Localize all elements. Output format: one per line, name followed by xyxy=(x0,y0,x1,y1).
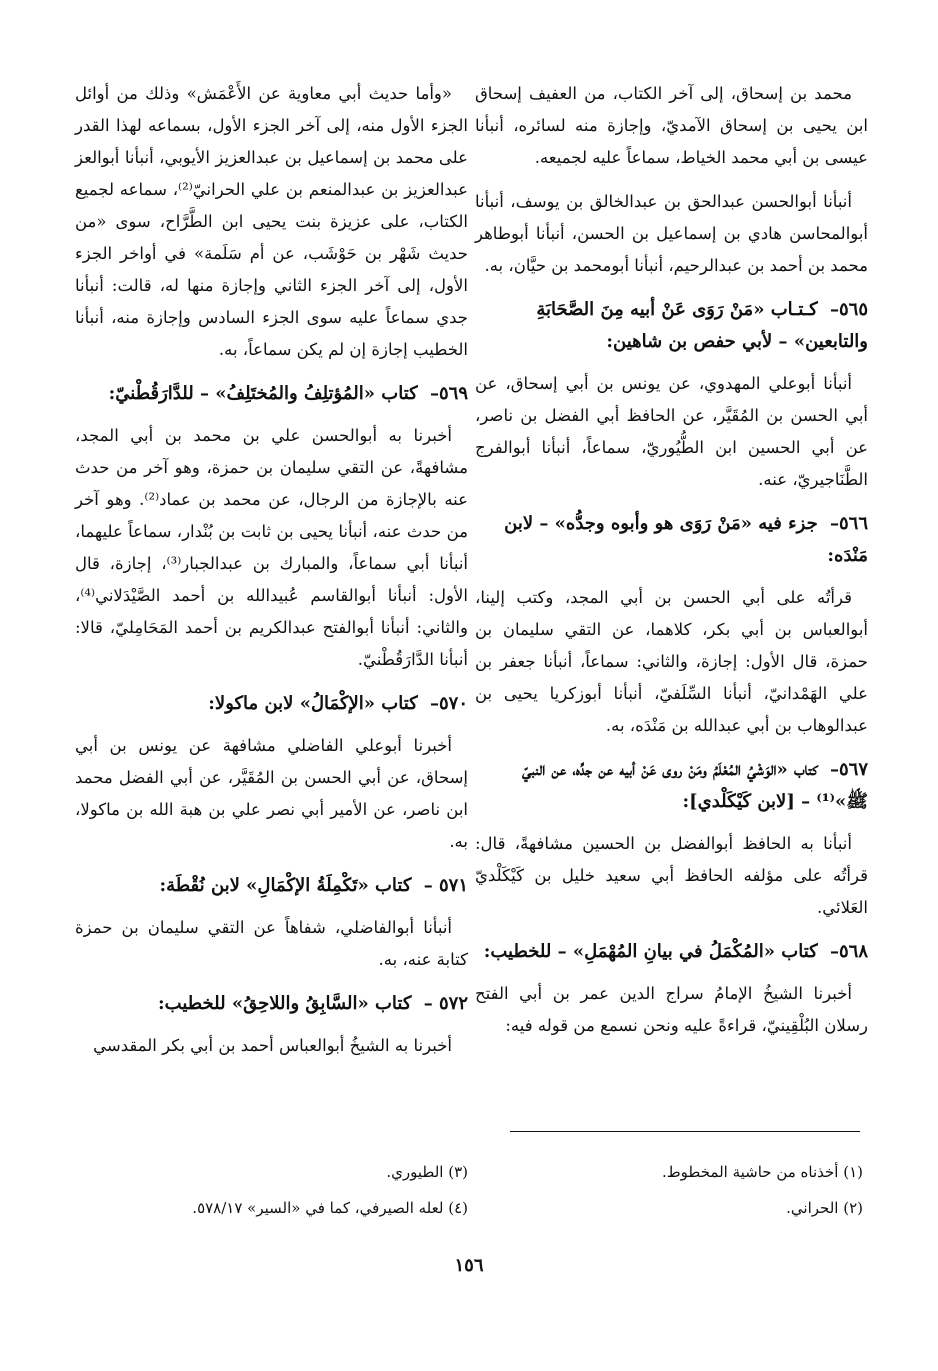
entry-number: ٥٦٩– xyxy=(429,383,468,404)
paragraph: أخبرنا به الشيخُ أبوالعباس أحمد بن أبي بكر المقدسي xyxy=(93,1036,452,1055)
entry-title: كتاب «الإكْمَالُ» لابن ماكولا: xyxy=(208,693,418,714)
footnote-divider xyxy=(510,1131,860,1132)
paragraph: «وأما حديث أبي معاوية عن الأَعْمَش» وذلك من أوائل الجزء الأول منه، إلى آخر الجزء الأول، بسماعه لهذا القدر على محمد بن إسماعيل بن عبدالعزيز الأيوبي، أنبأنا أبوالعز عبدالعزيز بن عبدالمنعم بن علي الحرانيّ⁽²⁾، سماعه لجميع الكتاب، على عزيزة بنت يحيى ابن الطَّرَّاح، سوى «من حديث شَهْر بن حَوْشَب، عن أم سَلَمة» في أواخر الجزء الأول، إلى آخر الجزء الثاني وإجازة منها له، قالت: أنبأنا جدي سماعاً عليه سوى الجزء السادس وإجازة منه، أنبأنا الخطيب إجازة إن لم يكن سماعاً، به. xyxy=(75,84,468,359)
entry-title: كتاب «تَكْمِلَةُ الإكْمَالِ» لابن نُقْطَة: xyxy=(159,875,412,896)
right-column xyxy=(475,78,868,1054)
entry-heading-572 xyxy=(75,988,468,1020)
entry-number: ٥٧١ – xyxy=(423,875,468,896)
entry-number: ٥٧٠– xyxy=(429,693,468,714)
entry-number: ٥٦٧– xyxy=(829,759,868,780)
entry-number: ٥٦٨– xyxy=(829,941,868,962)
entry-heading-565 xyxy=(475,294,868,358)
entry-title: جزء فيه «مَنْ رَوَى هو وأبوه وجدُّه» – لابن مَنْدَه: xyxy=(504,513,868,566)
entry-heading-567 xyxy=(475,754,868,818)
paragraph: أنبأنا أبوالفاضلي، شفاهاً عن التقي سليمان بن حمزة كتابة عنه، به. xyxy=(75,918,468,969)
paragraph: محمد بن إسحاق، إلى آخر الكتاب، من العفيف إسحاق ابن يحيى بن إسحاق الآمديّ، وإجازة منه لسائره، أنبأنا عيسى بن أبي محمد الخياط، سماعاً عليه لجميعه. xyxy=(475,84,868,167)
entry-number: ٥٦٥– xyxy=(829,299,868,320)
paragraph: قرأتُه على أبي الحسن بن أبي المجد، وكتب إلينا، أبوالعباس بن أبي بكر، كلاهما، عن التقي سليمان بن حمزة، قال الأول: إجازة، والثاني: سماعاً، أنبأنا جعفر بن علي الهَمْدانيّ، أنبأنا السِّلَفيّ، أنبأنا أبوزكريا يحيى بن عبدالوهاب بن أبي عبدالله بن مَنْدَه، به. xyxy=(475,588,868,735)
footnotes-left xyxy=(75,1154,468,1226)
entry-number: ٥٧٢ – xyxy=(423,993,468,1014)
entry-heading-566 xyxy=(475,508,868,572)
entry-title: كتاب «السَّابِقُ واللاحِقُ» للخطيب: xyxy=(158,993,412,1014)
paragraph: أنبأنا أبوعلي المهدوي، عن يونس بن أبي إسحاق، عن أبي الحسن بن المُقَيَّر، عن الحافظ أبي الفضل بن ناصر، عن أبي الحسين ابن الطُّيُوريّ، سماعاً، أنبأنا أبوالفرج الطَّنَاجيريّ، عنه. xyxy=(475,374,868,489)
paragraph: أخبرنا أبوعلي الفاضلي مشافهة عن يونس بن أبي إسحاق، عن أبي الحسن بن المُقَيَّر، عن أبي الفضل محمد ابن ناصر، عن الأمير أبي نصر علي بن هبة الله بن ماكولا، به. xyxy=(75,736,468,851)
left-column xyxy=(75,78,468,1074)
entry-title: كتاب «الوَشْيُ المُعْلَمُ ومَنْ روى عَنْ أبيه عن جدِّه، عن النبيّ ﷺ»⁽¹⁾ – [لابن كَيْكَلْدي]: xyxy=(522,759,868,812)
entry-heading-570 xyxy=(75,688,468,720)
entry-heading-571 xyxy=(75,870,468,902)
page-number: ١٥٦ xyxy=(454,1255,484,1276)
entry-heading-569 xyxy=(75,378,468,410)
footnote-4: (٤) لعله الصيرفي، كما في «السير» ٥٧٨/١٧. xyxy=(192,1199,468,1217)
entry-number: ٥٦٦– xyxy=(829,513,868,534)
footnote-1: (١) أخذناه من حاشية المخطوط. xyxy=(662,1163,863,1181)
paragraph: أخبرنا الشيخُ الإمامُ سراج الدين عمر بن أبي الفتح رسلان البُلْقِينيّ، قراءةً عليه ونحن نسمع من قوله فيه: xyxy=(475,984,868,1035)
entry-heading-568 xyxy=(475,936,868,968)
paragraph: أنبأنا به الحافظ أبوالفضل بن الحسين مشافهةً، قال: قرأتُه على مؤلفه الحافظ أبي سعيد خليل بن كَيْكَلْديّ العَلائي. xyxy=(475,834,868,917)
entry-title: كتاب «المُؤتلِفُ والمُختَلِفُ» – للدَّارَقُطْنيّ: xyxy=(108,383,418,404)
paragraph: أخبرنا به أبوالحسن علي بن محمد بن أبي المجد، مشافهةً، عن التقي سليمان بن حمزة، وهو آخر من حدث عنه بالإجازة من الرجال، عن محمد بن عماد⁽²⁾. وهو آخر من حدث عنه، أنبأنا يحيى بن ثابت بن بُنْدار، سماعاً عليهما، أنبأنا أبي سماعاً، والمبارك بن عبدالجبار⁽³⁾، إجازة، قال الأول: أنبأنا أبوالقاسم عُبيدالله بن أحمد الصَّيْدَلاني⁽⁴⁾، والثاني: أنبأنا أبوالفتح عبدالكريم بن أحمد المَحَامِليّ، قالا: أنبأنا الدَّارَقُطْنيّ. xyxy=(75,426,468,669)
entry-title: كتاب «المُكْمَلُ في بيانِ المُهْمَلِ» – للخطيب: xyxy=(483,941,818,962)
footnotes-right xyxy=(473,1154,863,1226)
footnote-2: (٢) الحراني. xyxy=(786,1199,863,1217)
paragraph: أنبأنا أبوالحسن عبدالحق بن عبدالخالق بن يوسف، أنبأنا أبوالمحاسن هادي بن إسماعيل بن الحسن، أنبأنا أبوطاهر محمد بن أحمد بن عبدالرحيم، أنبأنا أبومحمد بن حيَّان، به. xyxy=(475,192,868,275)
footnote-3: (٣) الطيوري. xyxy=(386,1163,468,1181)
entry-title: كـتـاب «مَنْ رَوَى عَنْ أبيه مِنَ الصَّحَابَةِ والتابعين» – لأبي حفص بن شاهين: xyxy=(536,299,868,352)
